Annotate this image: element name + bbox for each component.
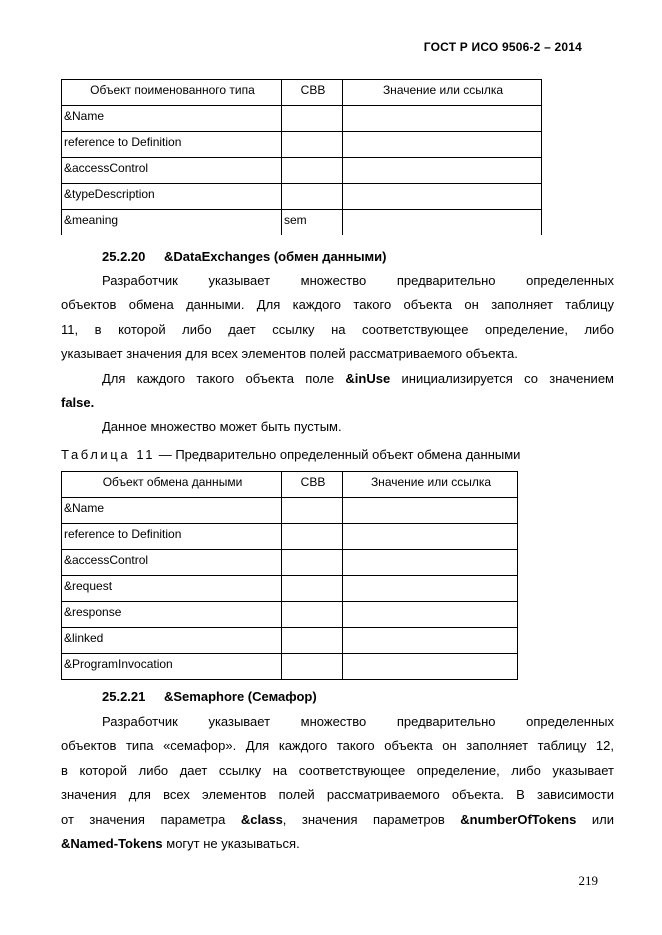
- text-run: , значения параметров: [282, 811, 445, 827]
- table-caption: [61, 447, 520, 462]
- table-cell: &accessControl: [62, 550, 282, 576]
- section-number: 25.2.20: [102, 249, 146, 264]
- column-header: СВВ: [282, 80, 343, 106]
- table-cell: [282, 184, 343, 210]
- text-line: [61, 367, 614, 391]
- data-exchange-object-table: [61, 471, 518, 680]
- table-row: [62, 158, 542, 184]
- table-cell: reference to Definition: [62, 132, 282, 158]
- field-name-inuse: &inUse: [345, 370, 391, 386]
- text-line: [61, 832, 614, 856]
- text-line: объектов обмена данными. Для каждого такого объекта он заполняет таблицу: [61, 297, 614, 313]
- text-line: Данное множество может быть пустым.: [102, 419, 342, 435]
- table-cell: sem: [282, 210, 343, 236]
- text-run: или: [591, 811, 614, 827]
- table-cell: [343, 524, 518, 550]
- table-header-row: [62, 472, 518, 498]
- text-run: Для каждого такого объекта поле: [102, 370, 335, 386]
- table-cell: [343, 210, 542, 236]
- table-label: Таблица 11: [61, 447, 156, 462]
- text-line: Разработчик указывает множество предварительно определенных: [102, 273, 614, 288]
- table-cell: &response: [62, 602, 282, 628]
- paragraph-semaphore: [61, 710, 614, 856]
- table-cell: [343, 106, 542, 132]
- section-heading-25-2-21: [102, 689, 317, 704]
- table-cell: &Name: [62, 106, 282, 132]
- text-line: Разработчик указывает множество предварительно определенных: [102, 714, 614, 729]
- table-cell: [282, 628, 343, 654]
- table-cell: [282, 654, 343, 680]
- column-header: Значение или ссылка: [343, 80, 542, 106]
- table-row: [62, 550, 518, 576]
- table-row: [62, 106, 542, 132]
- param-number-of-tokens: &numberOfTokens: [460, 811, 577, 827]
- table-cell: [282, 524, 343, 550]
- table-cell: &accessControl: [62, 158, 282, 184]
- table-row: [62, 184, 542, 210]
- document-header: ГОСТ Р ИСО 9506-2 – 2014: [423, 40, 582, 54]
- table-cell: [282, 602, 343, 628]
- table-cell: [343, 550, 518, 576]
- table-row: [62, 498, 518, 524]
- table-cell: [282, 576, 343, 602]
- table-cell: &meaning: [62, 210, 282, 236]
- value-false: false.: [61, 395, 95, 411]
- table-cell: [343, 654, 518, 680]
- param-class: &class: [240, 811, 283, 827]
- table-cell: &ProgramInvocation: [62, 654, 282, 680]
- named-type-object-table: [61, 79, 542, 235]
- column-header: СВВ: [282, 472, 343, 498]
- table-cell: [343, 184, 542, 210]
- table-cell: [282, 132, 343, 158]
- table-cell: &typeDescription: [62, 184, 282, 210]
- table-cell: [282, 106, 343, 132]
- table-row: [62, 210, 542, 236]
- table-cell: [343, 498, 518, 524]
- section-heading-25-2-20: [102, 249, 387, 264]
- section-title: &Semaphore (Семафор): [164, 689, 317, 704]
- table-cell: [343, 132, 542, 158]
- text-line: 11, в которой либо дает ссылку на соответствующее определение, либо: [61, 321, 614, 337]
- column-header: Объект поименованного типа: [62, 80, 282, 106]
- table-row: [62, 132, 542, 158]
- table-cell: [282, 158, 343, 184]
- text-line: значения для всех элементов полей рассматриваемого объекта. В зависимости: [61, 787, 614, 803]
- paragraph-data-exchanges: [61, 269, 614, 440]
- column-header: Объект обмена данными: [62, 472, 282, 498]
- table-cell: reference to Definition: [62, 524, 282, 550]
- section-number: 25.2.21: [102, 689, 146, 704]
- text-run: от значения параметра: [61, 811, 226, 827]
- table-cell: [343, 602, 518, 628]
- table-cell: &linked: [62, 628, 282, 654]
- text-run: инициализируется со значением: [401, 370, 614, 386]
- text-line: [61, 808, 614, 832]
- table-cell: [343, 628, 518, 654]
- column-header: Значение или ссылка: [343, 472, 518, 498]
- table-header-row: [62, 80, 542, 106]
- table-cell: [343, 158, 542, 184]
- text-line: в которой либо дает ссылку на соответствующее определение, либо указывает: [61, 762, 614, 778]
- table-cell: &request: [62, 576, 282, 602]
- text-line: указывает значения для всех элементов полей рассматриваемого объекта.: [61, 346, 518, 362]
- page-number: 219: [578, 873, 598, 888]
- table-cell: [343, 576, 518, 602]
- table-caption-text: — Предварительно определенный объект обмена данными: [158, 447, 521, 462]
- table-cell: [282, 498, 343, 524]
- table-row: [62, 524, 518, 550]
- table-row: [62, 576, 518, 602]
- table-row: [62, 602, 518, 628]
- text-line: [61, 391, 614, 415]
- text-line: объектов типа «семафор». Для каждого такого объекта он заполняет таблицу 12,: [61, 738, 614, 754]
- param-named-tokens: &Named-Tokens: [61, 836, 163, 852]
- section-title: &DataExchanges (обмен данными): [164, 249, 387, 264]
- table-cell: &Name: [62, 498, 282, 524]
- table-row: [62, 654, 518, 680]
- text-run: могут не указываться.: [166, 836, 300, 852]
- table-cell: [282, 550, 343, 576]
- table-row: [62, 628, 518, 654]
